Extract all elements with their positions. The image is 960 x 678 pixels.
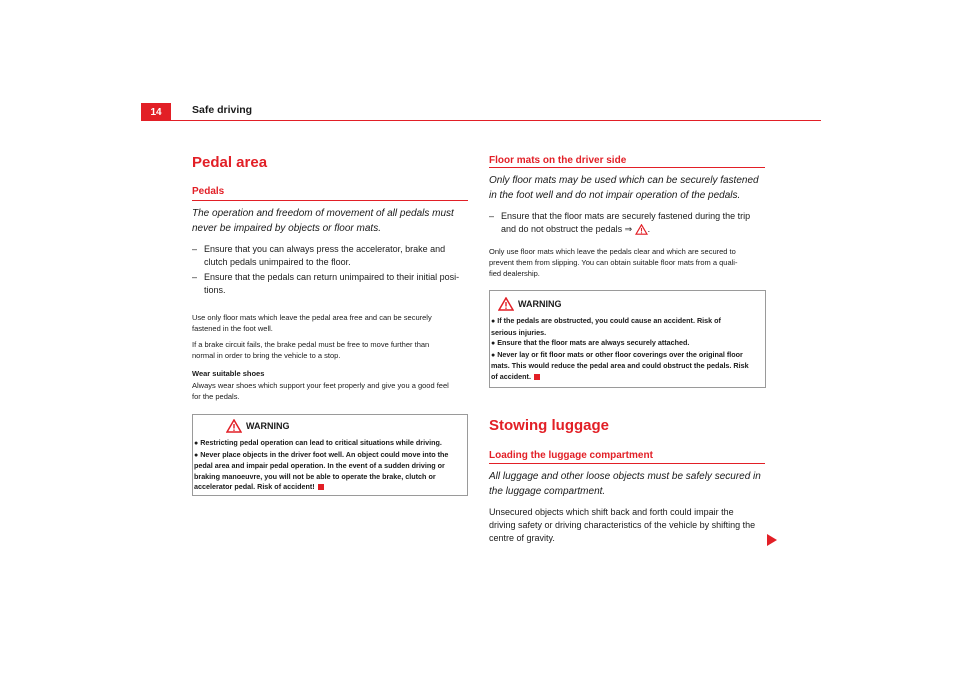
page-number: 14 [150,106,162,118]
subsection-rule [489,167,765,168]
page-number-badge [141,103,171,121]
bullet-icon: ● [491,351,496,359]
body-line: Use only floor mats which leave the pedal area free and can be securely [192,313,432,322]
warning-line: Restricting pedal operation can lead to critical situations while driving. [200,438,442,447]
warning-triangle-icon [226,419,242,433]
warning-body [491,316,764,382]
warning-triangle-icon [498,297,514,311]
step-line: clutch pedals unimpaired to the floor. [204,257,351,267]
warning-heading [498,297,562,311]
subsection-title-pedals: Pedals [192,186,225,197]
step-dash: – [192,272,198,282]
header-rule [141,120,821,121]
subsection-title-luggage: Loading the luggage compartment [489,450,653,461]
intro-line: never be impaired by objects or floor mats. [192,223,381,234]
warning-box [192,414,468,496]
warning-line: Ensure that the floor mats are always securely attached. [497,338,690,347]
intro-line: The operation and freedom of movement of all pedals must [192,208,454,219]
continue-arrow-icon [767,534,777,546]
step-line: and do not obstruct the pedals ⇒ [501,224,633,234]
step-item [489,210,779,236]
body-line: normal in order to bring the vehicle to a stop. [192,351,341,360]
intro-line: Only floor mats may be used which can be securely fastened [489,175,759,186]
step-dash: – [192,244,198,254]
body-line: prevent them from slipping. You can obtain suitable floor mats from a quali- [489,258,738,267]
end-square-icon [318,484,324,490]
warning-line: pedal area and impair pedal operation. In the event of a sudden driving or [194,461,445,470]
warning-line: Never place objects in the driver foot well. An object could move into the [200,449,449,459]
header-title: Safe driving [192,104,253,116]
warning-title: WARNING [246,421,290,431]
step-line: Ensure that the pedals can return unimpaired to their initial posi- [204,272,460,282]
subsection-rule [192,200,468,201]
warning-box [489,290,766,388]
bullet-icon: ● [491,318,496,325]
subsection-rule [489,463,765,464]
body-line: If a brake circuit fails, the brake pedal must be free to move further than [192,340,430,349]
step-item [192,243,482,269]
warning-heading [226,419,290,433]
body-line: fastened in the foot well. [192,324,273,333]
warning-title: WARNING [518,299,562,309]
warning-line: accelerator pedal. Risk of accident! [194,482,315,491]
section-title-pedal-area: Pedal area [192,154,268,171]
body-paragraph [489,506,779,545]
step-line-end: . [647,224,651,234]
body-line: for the pedals. [192,392,240,401]
body-line: Unsecured objects which shift back and forth could impair the [489,507,734,517]
body-line: Always wear shoes which support your feet properly and give you a good feel [192,381,449,390]
body-line: centre of gravity. [489,533,555,543]
intro-line: the luggage compartment. [489,486,606,497]
body-paragraph [489,246,779,279]
warning-line: Never lay or fit floor mats or other floor coverings over the original floor [497,349,743,359]
intro-line: in the foot well and do not impair operation of the pedals. [489,190,741,201]
bullet-icon: ● [491,340,496,347]
body-line: driving safety or driving characteristics of the vehicle by shifting the [489,520,756,530]
warning-line: mats. This would reduce the pedal area and could obstruct the pedals. Risk [491,361,749,370]
body-paragraph [192,339,482,361]
warning-line: serious injuries. [491,327,547,337]
subsection-title-floor-mats: Floor mats on the driver side [489,155,627,166]
body-line: Only use floor mats which leave the pedals clear and which are secured to [489,247,736,256]
warning-triangle-icon [635,224,648,235]
bullet-icon: ● [194,440,199,447]
end-square-icon [534,374,540,380]
shoes-title: Wear suitable shoes [192,369,265,378]
body-line: fied dealership. [489,269,540,278]
pedals-intro [192,206,482,236]
bullet-icon: ● [194,451,199,459]
step-line: tions. [204,285,226,295]
floor-mats-intro [489,173,779,203]
section-title-stowing-luggage: Stowing luggage [489,417,609,434]
warning-line: braking manoeuvre, you will not be able to operate the brake, clutch or [194,471,436,481]
step-line: Ensure that the floor mats are securely fastened during the trip [501,211,751,221]
intro-line: All luggage and other loose objects must be safely secured in [489,471,761,482]
warning-line: If the pedals are obstructed, you could cause an accident. Risk of [497,316,721,325]
step-line: Ensure that you can always press the accelerator, brake and [204,244,446,254]
warning-line: of accident. [491,371,531,381]
luggage-intro [489,469,779,499]
step-dash: – [489,211,495,221]
body-paragraph [192,312,482,334]
step-item [192,271,482,297]
shoes-paragraph [192,380,482,402]
warning-body [194,438,466,493]
